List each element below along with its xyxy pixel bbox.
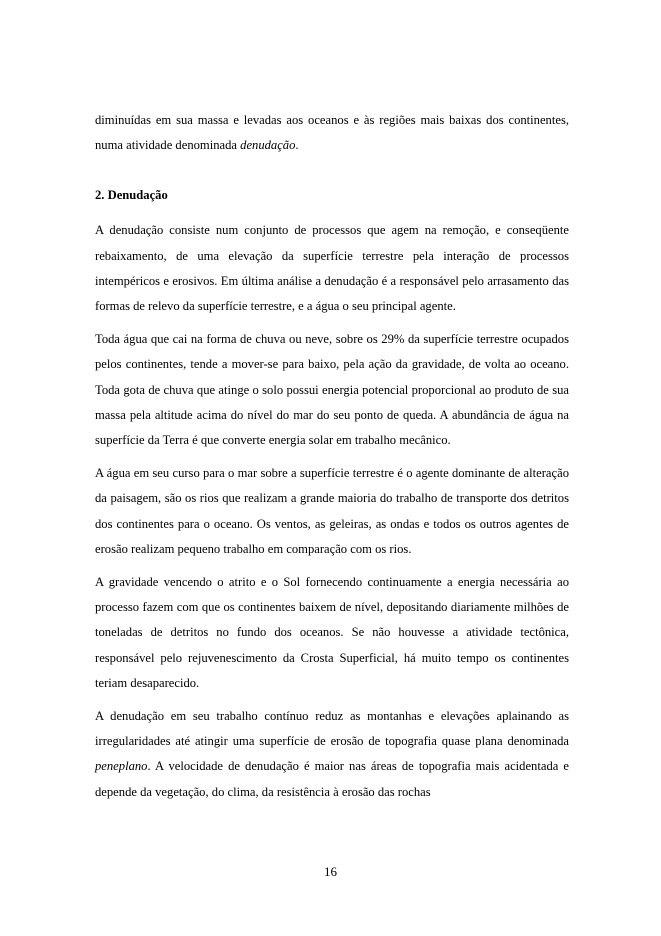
paragraph-5-text-end: . A velocidade de denudação é maior nas áreas de topografia mais acidentada e depende da vegetação, do clima, da resistência à erosão das rochas <box>95 759 569 799</box>
document-page <box>95 108 569 812</box>
intro-text: diminuídas em sua massa e levadas aos oceanos e às regiões mais baixas dos continentes, numa atividade denominada <box>95 113 569 153</box>
paragraph-5-emphasis: peneplano <box>95 759 148 774</box>
intro-paragraph <box>95 108 569 159</box>
page-number: 16 <box>324 864 337 879</box>
intro-text-end: . <box>295 138 299 153</box>
paragraph-2: Toda água que cai na forma de chuva ou neve, sobre os 29% da superfície terrestre ocupados pelos continentes, tende a mover-se para baixo, pela ação da gravidade, de volta ao oceano. Toda gota de chuva que atinge o solo possui energia potencial proporcional ao produto de sua massa pela altitude acima do nível do mar do seu ponto de queda. A abundância de água na superfície da Terra é que converte energia solar em trabalho mecânico. <box>95 331 569 448</box>
paragraph-5-text: A denudação em seu trabalho contínuo reduz as montanhas e elevações aplainando as irregularidades até atingir uma superfície de erosão de topografia quase plana denominada <box>95 708 569 748</box>
section-heading: 2. Denudação <box>95 187 168 202</box>
paragraph-4: A gravidade vencendo o atrito e o Sol fornecendo continuamente a energia necessária ao processo fazem com que os continentes baixem de nível, depositando diariamente milhões de toneladas de detritos no fundo dos oceanos. Se não houvesse a atividade tectônica, responsável pelo rejuvenescimento da Crosta Superficial, há muito tempo os continentes teriam desaparecido. <box>95 574 569 691</box>
paragraph-3: A água em seu curso para o mar sobre a superfície terrestre é o agente dominante de alteração da paisagem, são os rios que realizam a grande maioria do trabalho de transporte dos detritos dos continentes para o oceano. Os ventos, as geleiras, as ondas e todos os outros agentes de erosão realizam pequeno trabalho em comparação com os rios. <box>95 465 569 557</box>
paragraph-5 <box>95 704 569 806</box>
intro-emphasis: denudação <box>240 138 296 153</box>
paragraph-1: A denudação consiste num conjunto de processos que agem na remoção, e conseqüente rebaixamento, de uma elevação da superfície terrestre pela interação de processos intempéricos e erosivos. Em última análise a denudação é a responsável pelo arrasamento das formas de relevo da superfície terrestre, e a água o seu principal agente. <box>95 223 569 314</box>
